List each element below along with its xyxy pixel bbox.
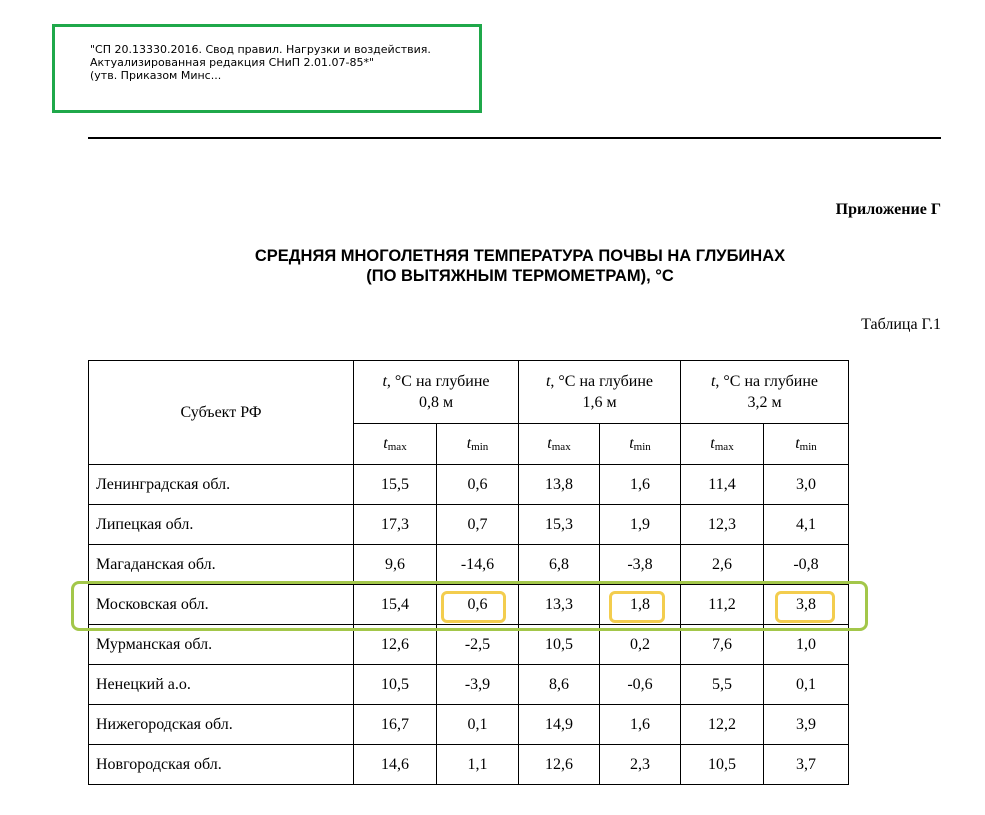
tmax-header [354,424,437,465]
region-name-cell: Магаданская обл. [89,545,354,585]
max-subscript: max [387,441,407,453]
temperature-value-cell: 1,6 [600,705,681,745]
temperature-value-cell: 0,1 [437,705,519,745]
t-symbol: t [547,435,552,452]
source-citation-box [52,24,482,113]
cell-highlight-tmin-3-2 [775,591,835,623]
depth-value: 0,8 м [418,394,454,411]
t-symbol: t [545,373,551,390]
table-row [89,465,849,505]
temperature-value-cell: 11,2 [681,585,764,625]
temperature-value-cell: 15,3 [519,505,600,545]
temperature-value-cell: 0,6 [437,585,519,625]
table-row [89,745,849,785]
temperature-value-cell: 15,5 [354,465,437,505]
cell-highlight-tmin-0-8 [441,591,506,623]
depth-header-text: , °C на глубине [386,373,490,390]
t-symbol: t [629,435,634,452]
tmax-header [519,424,600,465]
region-name-cell: Мурманская обл. [89,625,354,665]
min-subscript: min [471,441,489,453]
region-name-cell: Московская обл. [89,585,354,625]
tmin-header [600,424,681,465]
region-name-cell: Нижегородская обл. [89,705,354,745]
region-name-cell: Ненецкий а.о. [89,665,354,705]
t-symbol: t [795,435,800,452]
temperature-value-cell: -2,5 [437,625,519,665]
max-subscript: max [714,441,734,453]
temperature-value-cell: 10,5 [519,625,600,665]
tmin-header [437,424,519,465]
table-row [89,505,849,545]
temperature-value-cell: 1,1 [437,745,519,785]
max-subscript: max [551,441,571,453]
temperature-value-cell: 7,6 [681,625,764,665]
temperature-value-cell: 6,8 [519,545,600,585]
temperature-value-cell: 14,9 [519,705,600,745]
temperature-value-cell: 12,6 [354,625,437,665]
temperature-value-cell: 0,1 [764,665,849,705]
source-line-1: "СП 20.13330.2016. Свод правил. Нагрузки и воздействия. [90,43,431,56]
temperature-value-cell: 1,9 [600,505,681,545]
depth-value: 3,2 м [747,394,782,411]
temperature-value-cell: 3,9 [764,705,849,745]
temperature-value-cell: 1,8 [600,585,681,625]
temperature-value-cell: 3,0 [764,465,849,505]
temperature-value-cell: 10,5 [681,745,764,785]
temperature-value-cell: 17,3 [354,505,437,545]
temperature-value-cell: -0,8 [764,545,849,585]
table-row [89,665,849,705]
horizontal-rule [88,137,941,139]
temperature-value-cell: 16,7 [354,705,437,745]
source-line-3: (утв. Приказом Минс... [90,69,222,82]
table-row [89,705,849,745]
region-name-cell: Ленинградская обл. [89,465,354,505]
temperature-value-cell: 2,6 [681,545,764,585]
temperature-value-cell: 3,8 [764,585,849,625]
temperature-value-cell: 9,6 [354,545,437,585]
temperature-value-cell: 12,2 [681,705,764,745]
depth-header-0-8 [354,361,519,424]
temperature-value-cell: 5,5 [681,665,764,705]
temperature-value-cell: -0,6 [600,665,681,705]
appendix-label: Приложение Г [835,201,941,218]
title-line-1: СРЕДНЯЯ МНОГОЛЕТНЯЯ ТЕМПЕРАТУРА ПОЧВЫ НА ГЛУБИНАХ [254,247,786,265]
soil-temperature-table [88,360,849,785]
temperature-value-cell: 1,6 [600,465,681,505]
depth-header-1-6 [519,361,681,424]
depth-header-text: , °C на глубине [550,373,654,390]
subject-header: Субъект РФ [89,361,354,465]
temperature-value-cell: 3,7 [764,745,849,785]
document-title [100,246,940,286]
tmax-header [681,424,764,465]
temperature-value-cell: 11,4 [681,465,764,505]
temperature-value-cell: 13,8 [519,465,600,505]
temperature-value-cell: 12,6 [519,745,600,785]
t-symbol: t [710,373,716,390]
temperature-value-cell: 10,5 [354,665,437,705]
t-symbol: t [382,373,387,390]
source-line-2: Актуализированная редакция СНиП 2.01.07-85*" [90,56,375,69]
temperature-value-cell: -3,8 [600,545,681,585]
temperature-value-cell: 15,4 [354,585,437,625]
temperature-value-cell: 13,3 [519,585,600,625]
min-subscript: min [633,441,651,453]
temperature-value-cell: 1,0 [764,625,849,665]
title-line-2: (ПО ВЫТЯЖНЫМ ТЕРМОМЕТРАМ), °С [366,267,674,285]
cell-highlight-tmin-1-6 [609,591,665,623]
temperature-value-cell: 4,1 [764,505,849,545]
temperature-value-cell: 0,2 [600,625,681,665]
t-symbol: t [710,435,715,452]
t-symbol: t [383,435,388,452]
table-caption: Таблица Г.1 [861,316,941,333]
depth-header-3-2 [681,361,849,424]
temperature-value-cell: 2,3 [600,745,681,785]
temperature-value-cell: -3,9 [437,665,519,705]
tmin-header [764,424,849,465]
t-symbol: t [466,435,472,452]
temperature-value-cell: 0,6 [437,465,519,505]
region-name-cell: Липецкая обл. [89,505,354,545]
region-name-cell: Новгородская обл. [89,745,354,785]
temperature-value-cell: 0,7 [437,505,519,545]
temperature-value-cell: -14,6 [437,545,519,585]
depth-value: 1,6 м [582,394,617,411]
depth-header-text: , °C на глубине [715,373,819,390]
temperature-value-cell: 8,6 [519,665,600,705]
min-subscript: min [799,441,817,453]
table-header-row [89,361,849,424]
table-row [89,545,849,585]
temperature-value-cell: 14,6 [354,745,437,785]
temperature-value-cell: 12,3 [681,505,764,545]
